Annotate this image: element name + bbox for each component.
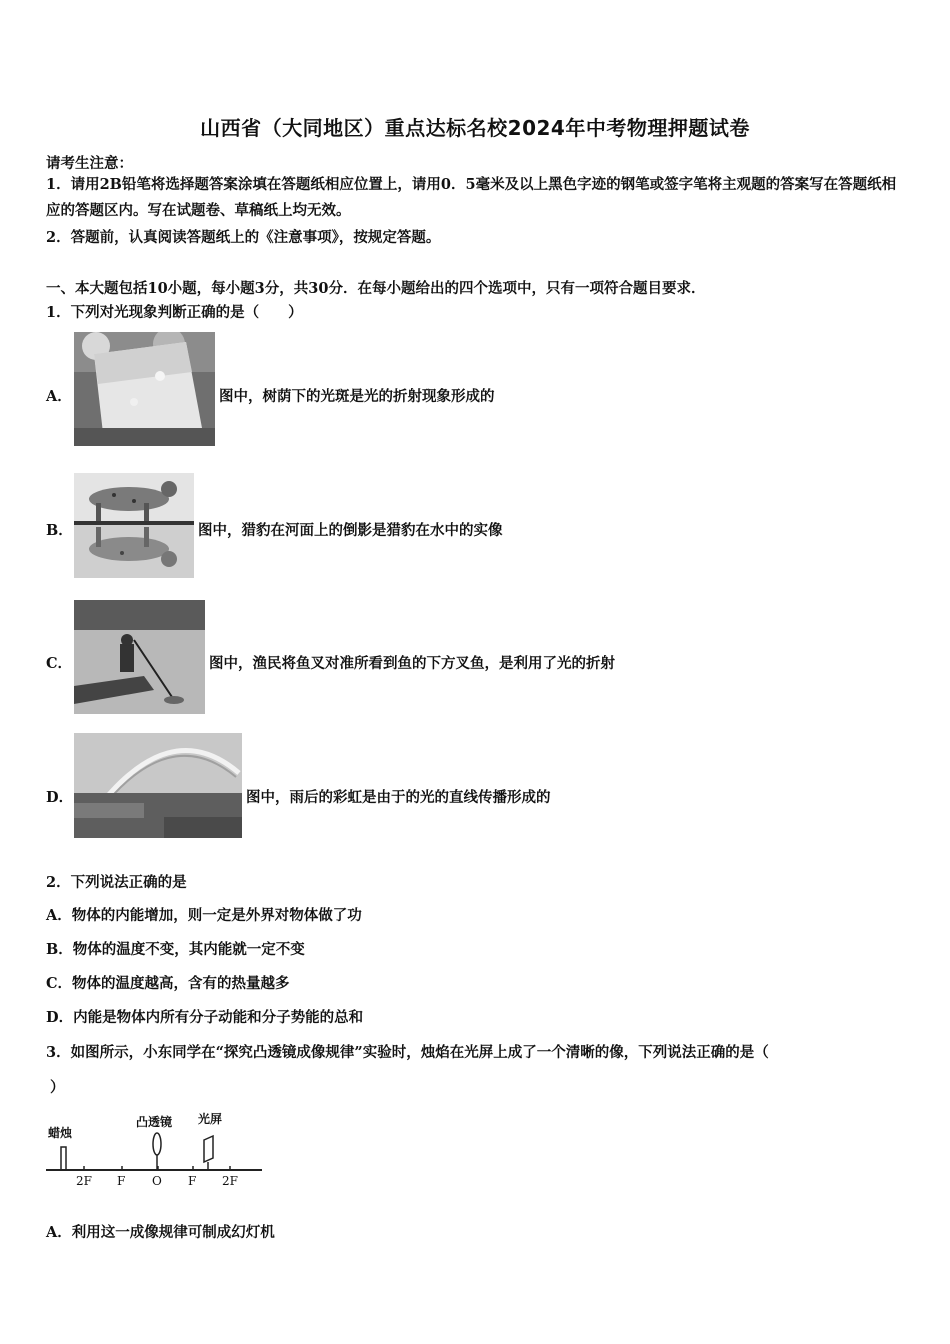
notice-heading: 请考生注意：: [46, 155, 133, 172]
question-3-stem: 3．如图所示，小东同学在“探究凸透镜成像规律”实验时，烛焰在光屏上成了一个清晰的像，下列说法正确的是（: [46, 1044, 769, 1061]
tick-label-f-right: F: [188, 1174, 197, 1188]
q1-option-b-text: 图中，猎豹在河面上的倒影是猎豹在水中的实像: [198, 522, 503, 539]
q3-option-a: A．利用这一成像规律可制成幻灯机: [46, 1224, 275, 1241]
convex-lens-icon: [153, 1133, 161, 1155]
q2-option-b: B．物体的温度不变，其内能就一定不变: [46, 941, 305, 958]
q1-option-d-text: 图中，雨后的彩虹是由于的光的直线传播形成的: [246, 789, 551, 806]
tree-shade-light-spot-photo: [74, 332, 215, 446]
q2-option-a: A．物体的内能增加，则一定是外界对物体做了功: [46, 907, 362, 924]
leopard-reflection-photo: [74, 473, 194, 578]
candle-icon: [61, 1147, 66, 1170]
notice-item-2: 2．答题前，认真阅读答题纸上的《注意事项》，按规定答题。: [46, 229, 441, 246]
q1-option-a-text: 图中，树荫下的光斑是光的折射现象形成的: [219, 388, 495, 405]
tick-label-o: O: [152, 1174, 162, 1188]
q2-option-d: D．内能是物体内所有分子动能和分子势能的总和: [46, 1009, 364, 1026]
lens-experiment-diagram: [44, 1106, 264, 1188]
question-3-stem-end: ）: [50, 1079, 65, 1096]
q1-option-a-label: A．: [46, 388, 72, 405]
lens-label: 凸透镜: [136, 1115, 173, 1129]
notice-item-1: 1．请用2B铅笔将选择题答案涂填在答题纸相应位置上，请用0．5毫米及以上黑色字迹的钢笔或签字笔将主观题的答案写在答题纸相应的答题区内。写在试题卷、草稿纸上均无效。: [46, 176, 897, 219]
tick-label-2f-left: 2F: [76, 1174, 92, 1188]
question-2-stem: 2．下列说法正确的是: [46, 874, 187, 891]
tick-label-2f-right: 2F: [222, 1174, 238, 1188]
light-screen-icon: [204, 1136, 213, 1162]
fisherman-spear-photo: [74, 600, 205, 714]
screen-label: 光屏: [198, 1112, 223, 1126]
q1-option-d-label: D．: [46, 789, 74, 806]
question-1-stem: 1．下列对光现象判断正确的是（ ）: [46, 304, 303, 321]
q1-option-c-label: C．: [46, 655, 73, 672]
q1-option-c-text: 图中，渔民将鱼叉对准所看到鱼的下方叉鱼，是利用了光的折射: [209, 655, 615, 672]
section-heading: 一、本大题包括10小题，每小题3分，共30分．在每小题给出的四个选项中，只有一项符合题目要求．: [46, 280, 706, 297]
q2-option-c: C．物体的温度越高，含有的热量越多: [46, 975, 290, 992]
page-title: 山西省（大同地区）重点达标名校2024年中考物理押题试卷: [200, 116, 750, 140]
rainbow-photo: [74, 733, 242, 838]
q1-option-b-label: B．: [46, 522, 73, 539]
tick-label-f-left: F: [117, 1174, 126, 1188]
candle-label: 蜡烛: [48, 1126, 73, 1140]
